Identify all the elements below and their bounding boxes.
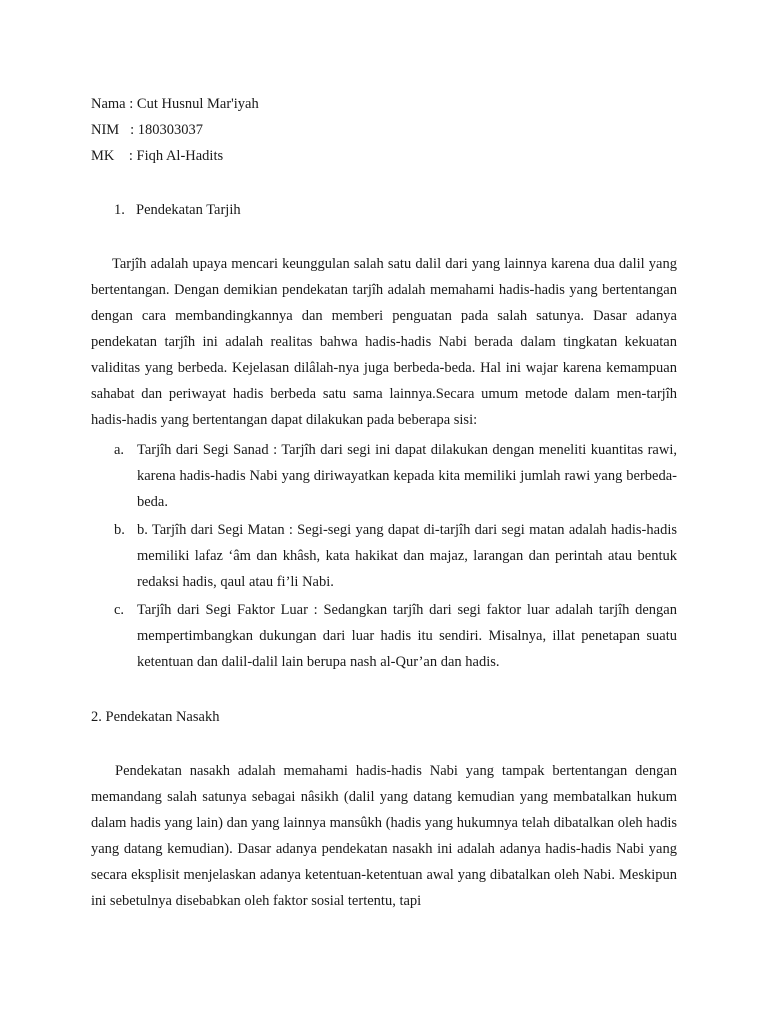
mk-value: Fiqh Al-Hadits <box>136 148 224 164</box>
nim-label: NIM : <box>91 122 138 138</box>
nim-value: 180303037 <box>137 122 203 138</box>
section1-paragraph: Tarjîh adalah upaya mencari keunggulan salah satu dalil dari yang lainnya karena dua dalil yang bertentangan. Dengan demikian pendekatan tarjîh adalah memahami hadis-hadis yang bertentangan dengan cara membandingkannya dan memberi penguatan pada salah satunya. Dasar adanya pendekatan tarjîh ini adalah realitas bahwa hadis-hadis Nabi berada dalam tingkatan kekuatan validitas yang berbeda. Kejelasan dilâlah-nya juga berbeda-beda. Hal ini wajar karena kemampuan sahabat dan periwayat hadis berbeda satu sama lainnya.Secara umum metode dalam men-tarjîh hadis-hadis yang bertentangan dapat dilakukan pada beberapa sisi: <box>91 256 677 428</box>
list-text-b: b. Tarjîh dari Segi Matan : Segi-segi yang dapat di-tarjîh dari segi matan adalah hadis-hadis memiliki lafaz ‘âm dan khâsh, kata hakikat dan majaz, larangan dan perintah atau bentuk redaksi hadis, qaul atau fi’li Nabi. <box>137 522 677 590</box>
nama-label: Nama : <box>91 96 137 112</box>
section1-heading-title: Pendekatan Tarjih <box>136 202 241 218</box>
header-nim <box>91 120 203 140</box>
mk-label: MK : <box>91 148 137 164</box>
list-text-a: Tarjîh dari Segi Sanad : Tarjîh dari segi ini dapat dilakukan dengan meneliti kuantitas rawi, karena hadis-hadis Nabi yang diriwayatkan kepada kita memiliki jumlah rawi yang berbeda-beda. <box>137 442 677 510</box>
section2-paragraph: Pendekatan nasakh adalah memahami hadis-hadis Nabi yang tampak bertentangan dengan memandang salah satunya sebagai nâsikh (dalil yang datang kemudian yang membatalkan hukum dalam hadis yang lain) dan yang lainnya mansûkh (hadis yang hukumnya telah dibatalkan oleh hadis yang datang kemudian). Dasar adanya pendekatan nasakh ini adalah adanya hadis-hadis Nabi yang secara eksplisit menjelaskan adanya ketentuan-ketentuan awal yang dibatalkan oleh Nabi. Meskipun ini sebetulnya disebabkan oleh faktor sosial tertentu, tapi <box>91 763 677 909</box>
list-marker-b: b. <box>114 522 125 538</box>
header-mk <box>91 146 223 166</box>
list-item-a <box>91 437 677 515</box>
list-item-b <box>91 517 677 595</box>
list-item-c <box>91 597 677 675</box>
list-marker-c: c. <box>114 602 125 618</box>
list-text-c: Tarjîh dari Segi Faktor Luar : Sedangkan tarjîh dari segi faktor luar adalah tarjîh dengan mempertimbangkan dukungan dari luar hadis itu sendiri. Misalnya, illat penetapan suatu ketentuan dan dalil-dalil lain berupa nash al-Qur’an dan hadis. <box>137 602 677 670</box>
list-marker-a: a. <box>114 442 125 458</box>
section2-heading: 2. Pendekatan Nasakh <box>91 709 220 725</box>
nama-value: Cut Husnul Mar'iyah <box>136 96 259 112</box>
section1-heading-number: 1. <box>114 202 125 218</box>
header-nama <box>91 94 259 114</box>
